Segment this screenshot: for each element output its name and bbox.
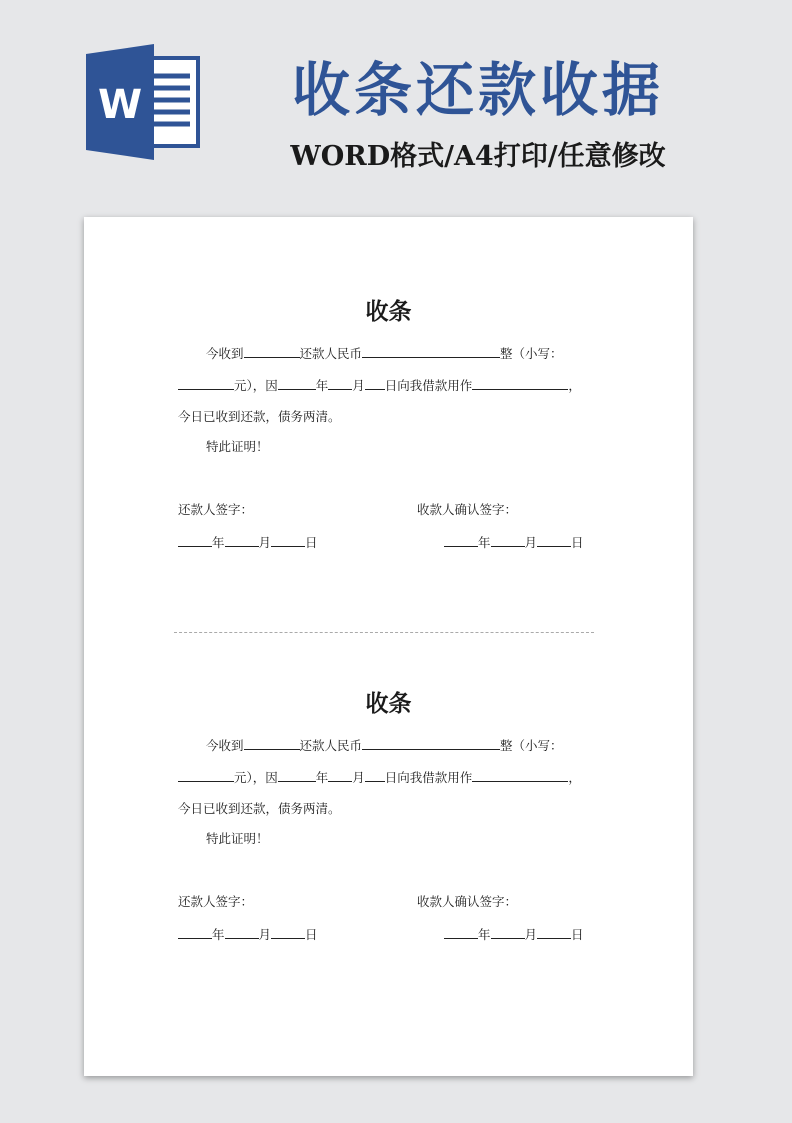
blank-field[interactable]	[365, 767, 385, 782]
blank-field[interactable]	[362, 343, 500, 358]
blank-field[interactable]	[271, 532, 305, 547]
banner-subtitle: WORD格式/A4打印/任意修改	[290, 141, 666, 172]
text: 年	[478, 927, 491, 942]
banner-title: 收条还款收据	[291, 56, 664, 124]
blank-field[interactable]	[472, 375, 568, 390]
blank-field[interactable]	[537, 924, 571, 939]
text: ，	[568, 378, 581, 393]
payer-date	[178, 924, 318, 945]
receipt-line-1	[206, 343, 563, 364]
text: 月	[524, 535, 538, 550]
text: 年	[315, 378, 329, 393]
receipt-2	[84, 689, 693, 989]
text: 年	[212, 927, 225, 942]
word-logo-icon	[86, 44, 202, 160]
blank-field[interactable]	[491, 532, 525, 547]
payer-sign-label: 还款人签字：	[178, 502, 254, 517]
blank-field[interactable]	[178, 924, 212, 939]
payee-date	[444, 532, 584, 553]
text: 元），因	[234, 770, 278, 785]
blank-field[interactable]	[365, 375, 385, 390]
payer-sign-label: 还款人签字：	[178, 894, 254, 909]
receipt-line-2	[178, 767, 581, 788]
receipt-line-2	[178, 375, 581, 396]
text: 月	[352, 378, 365, 393]
blank-field[interactable]	[271, 924, 305, 939]
text: 月	[258, 927, 272, 942]
text: 整（小写：	[500, 346, 563, 361]
blank-field[interactable]	[178, 375, 234, 390]
receipt-line-3: 今日已收到还款，债务两清。	[178, 409, 341, 424]
receipt-line-4: 特此证明！	[206, 831, 269, 846]
blank-field[interactable]	[362, 735, 500, 750]
text: 今收到	[206, 738, 244, 753]
blank-field[interactable]	[225, 532, 259, 547]
receipt-1	[84, 297, 693, 597]
text: 日向我借款用作	[384, 378, 473, 393]
text: 日	[571, 927, 584, 942]
payee-sign-label: 收款人确认签字：	[417, 894, 518, 909]
text: 年	[212, 535, 225, 550]
blank-field[interactable]	[444, 924, 478, 939]
text: 月	[352, 770, 365, 785]
blank-field[interactable]	[444, 532, 478, 547]
text: 元），因	[234, 378, 278, 393]
receipt-line-3: 今日已收到还款，债务两清。	[178, 801, 341, 816]
text: 今收到	[206, 346, 244, 361]
text: 年	[478, 535, 491, 550]
blank-field[interactable]	[472, 767, 568, 782]
blank-field[interactable]	[491, 924, 525, 939]
payee-date	[444, 924, 584, 945]
text: ，	[568, 770, 581, 785]
receipt-line-4: 特此证明！	[206, 439, 269, 454]
text: 日	[571, 535, 584, 550]
blank-field[interactable]	[278, 375, 316, 390]
receipt-title: 收条	[365, 299, 412, 325]
svg-text:W: W	[97, 82, 143, 128]
blank-field[interactable]	[328, 375, 352, 390]
text: 还款人民币	[299, 346, 363, 361]
receipt-line-1	[206, 735, 563, 756]
blank-field[interactable]	[537, 532, 571, 547]
payer-date	[178, 532, 318, 553]
text: 日	[305, 927, 318, 942]
text: 月	[258, 535, 272, 550]
document-page	[84, 217, 693, 1076]
blank-field[interactable]	[328, 767, 352, 782]
text: 年	[315, 770, 329, 785]
blank-field[interactable]	[178, 767, 234, 782]
blank-field[interactable]	[244, 343, 300, 358]
text: 整（小写：	[500, 738, 563, 753]
text: 月	[524, 927, 538, 942]
blank-field[interactable]	[178, 532, 212, 547]
blank-field[interactable]	[225, 924, 259, 939]
payee-sign-label: 收款人确认签字：	[417, 502, 518, 517]
text: 日向我借款用作	[384, 770, 473, 785]
text: 日	[305, 535, 318, 550]
text: 还款人民币	[299, 738, 363, 753]
blank-field[interactable]	[244, 735, 300, 750]
blank-field[interactable]	[278, 767, 316, 782]
cut-line-divider	[174, 632, 594, 633]
receipt-title: 收条	[365, 691, 412, 717]
